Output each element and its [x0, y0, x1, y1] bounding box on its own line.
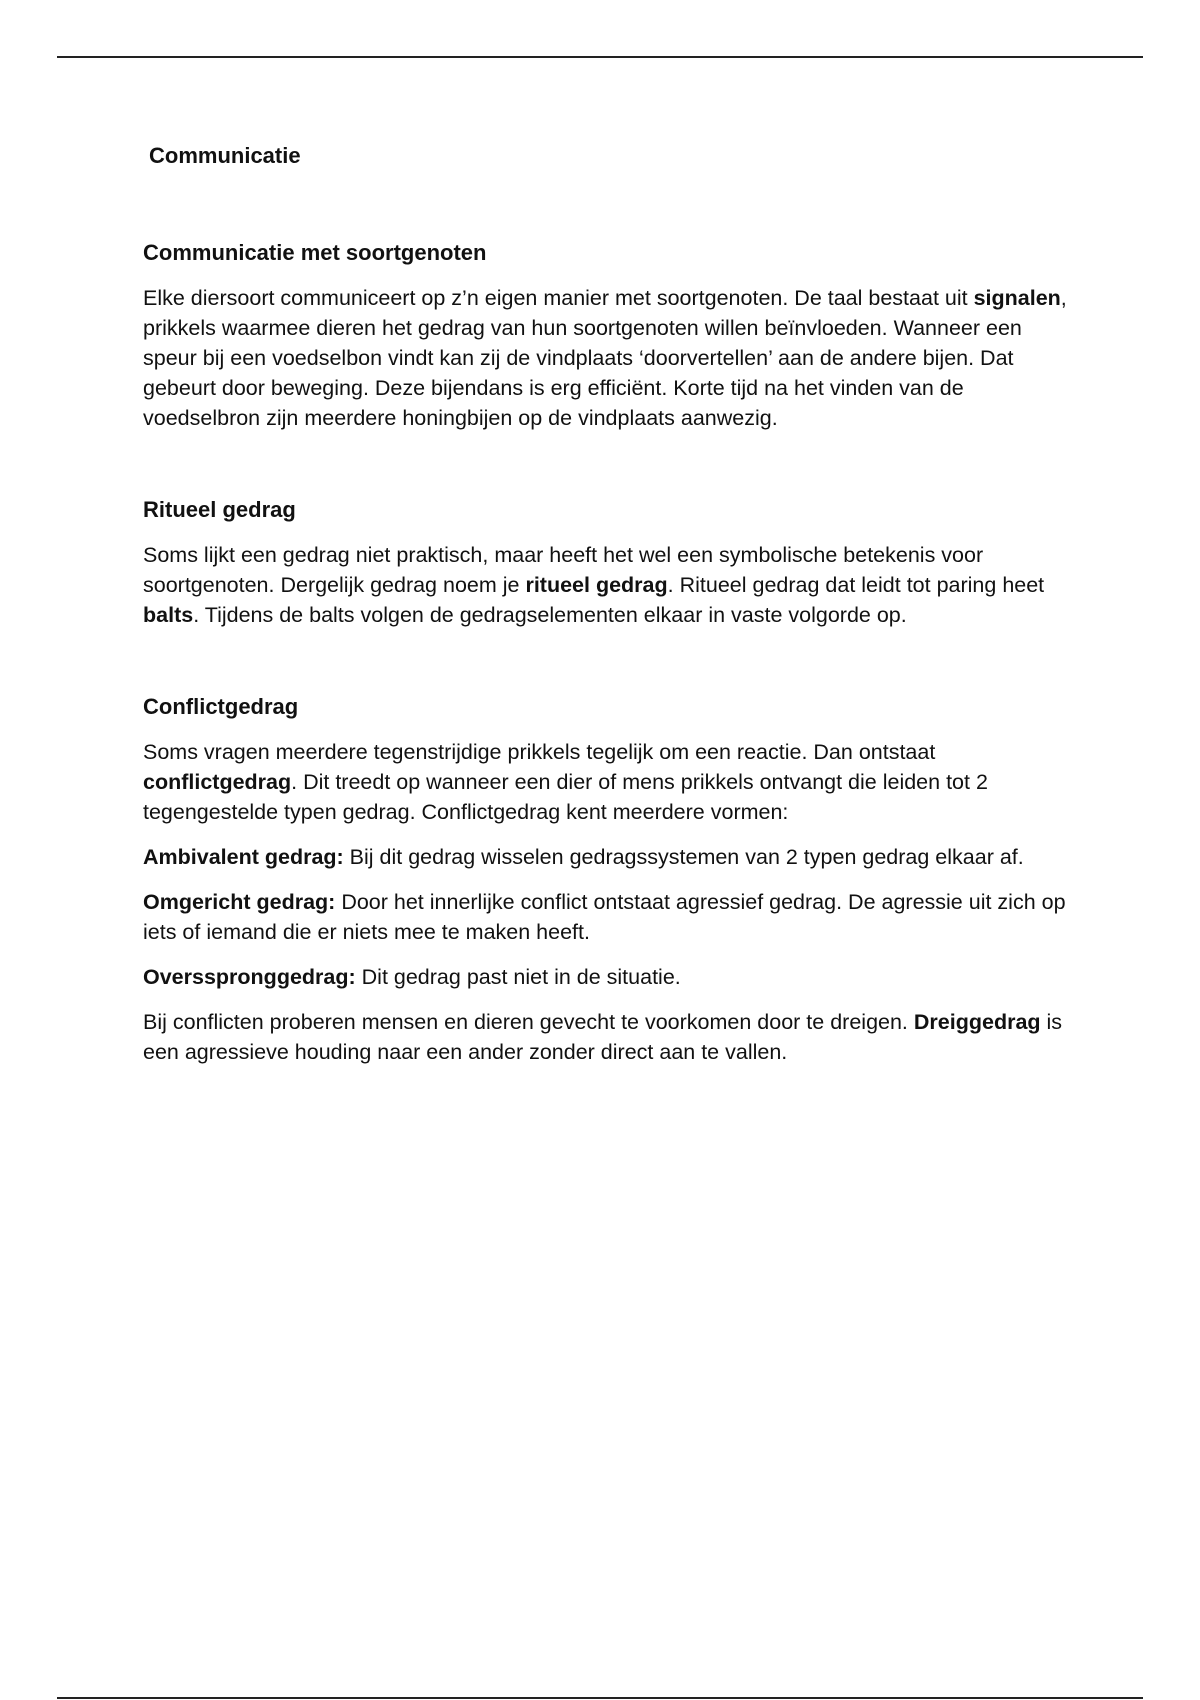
section-communicatie: [143, 238, 1068, 433]
section-heading: Communicatie met soortgenoten: [143, 240, 487, 265]
text-run: Door het innerlijke conflict ontstaat agressief gedrag. De agressie uit zich op iets of iemand die er niets mee te maken heeft.: [143, 890, 1066, 944]
paragraph: [143, 540, 1068, 630]
paragraph-overspronggedrag: [143, 962, 1068, 992]
text-run: is een agressieve houding naar een ander zonder direct aan te vallen.: [143, 1010, 1063, 1064]
text-run: Soms vragen meerdere tegenstrijdige prikkels tegelijk om een reactie. Dan ontstaat: [143, 740, 936, 764]
footer-rule: [57, 1697, 1143, 1699]
paragraph-omgericht: [143, 887, 1068, 947]
text-run: Dit gedrag past niet in de situatie.: [355, 965, 681, 989]
page-title: Communicatie: [149, 143, 301, 168]
section-conflict: [143, 692, 1068, 1067]
document-body: [143, 238, 1068, 1082]
header-rule: [57, 56, 1143, 58]
bold-term: signalen: [973, 286, 1061, 310]
paragraph-ambivalent: [143, 842, 1068, 872]
bold-term: Oversspronggedrag:: [143, 965, 356, 989]
bold-term: balts: [143, 603, 194, 627]
text-run: . Tijdens de balts volgen de gedragselementen elkaar in vaste volgorde op.: [193, 603, 907, 627]
text-run: Bij dit gedrag wisselen gedragssystemen van 2 typen gedrag elkaar af.: [343, 845, 1024, 869]
text-run: . Dit treedt op wanneer een dier of mens prikkels ontvangt die leiden tot 2 tegengestelde typen gedrag. Conflictgedrag kent meerdere vormen:: [143, 770, 988, 824]
text-run: . Ritueel gedrag dat leidt tot paring heet: [667, 573, 1045, 597]
section-heading: Ritueel gedrag: [143, 497, 296, 522]
paragraph: [143, 283, 1068, 433]
text-run: Elke diersoort communiceert op z’n eigen manier met soortgenoten. De taal bestaat uit: [143, 286, 974, 310]
bold-term: conflictgedrag: [143, 770, 292, 794]
bold-term: Omgericht gedrag:: [143, 890, 336, 914]
section-ritueel: [143, 495, 1068, 630]
bold-term: Dreiggedrag: [913, 1010, 1041, 1034]
bold-term: ritueel gedrag: [525, 573, 668, 597]
paragraph-dreiggedrag: [143, 1007, 1068, 1067]
text-run: Soms lijkt een gedrag niet praktisch, maar heeft het wel een symbolische betekenis voor soortgenoten. Dergelijk gedrag noem je: [143, 543, 984, 597]
text-run: Bij conflicten proberen mensen en dieren gevecht te voorkomen door te dreigen.: [143, 1010, 914, 1034]
text-run: , prikkels waarmee dieren het gedrag van hun soortgenoten willen beïnvloeden. Wanneer een speur bij een voedselbon vindt kan zij de vindplaats ‘doorvertellen’ aan de andere bijen. Dat gebeurt door beweging. Deze bijendans is erg efficiënt. Korte tijd na het vinden van de voedselbron zijn meerdere honingbijen op de vindplaats aanwezig.: [143, 286, 1067, 430]
bold-term: Ambivalent gedrag:: [143, 845, 344, 869]
paragraph: [143, 737, 1068, 827]
section-heading: Conflictgedrag: [143, 694, 299, 719]
